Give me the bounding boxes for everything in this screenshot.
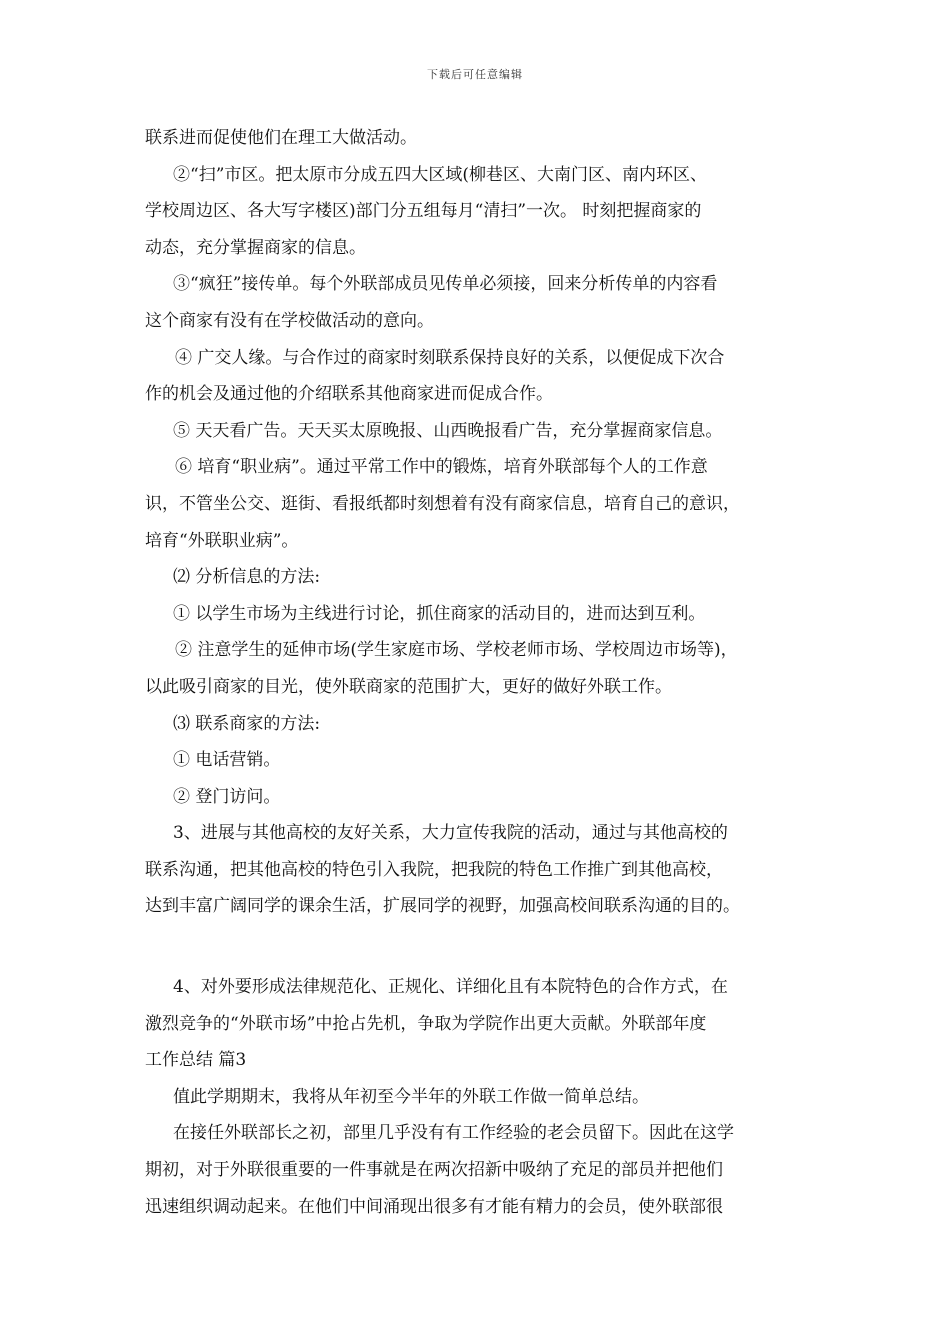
text-line: 4、对外要形成法律规范化、正规化、详细化且有本院特色的合作方式，在 [173, 977, 728, 998]
text-line: ① 以学生市场为主线进行讨论，抓住商家的活动目的，进而达到互利。 [173, 603, 706, 624]
page-header: 下载后可任意编辑 [427, 68, 523, 81]
text-line: 期初，对于外联很重要的一件事就是在两次招新中吸纳了充足的部员并把他们 [145, 1160, 723, 1181]
text-line: 识，不管坐公交、逛街、看报纸都时刻想着有没有商家信息，培育自己的意识， [145, 493, 740, 514]
document-body [145, 120, 825, 1225]
text-line: ⑤ 天天看广告。天天买太原晚报、山西晚报看广告，充分掌握商家信息。 [173, 420, 723, 441]
text-line: 作的机会及通过他的介绍联系其他商家进而促成合作。 [145, 384, 553, 405]
text-line: 工作总结 篇3 [145, 1050, 247, 1071]
text-line: ⑶ 联系商家的方法: [173, 713, 321, 734]
text-line: 值此学期期末，我将从年初至今半年的外联工作做一简单总结。 [173, 1086, 649, 1107]
text-line: ④ 广交人缘。与合作过的商家时刻联系保持良好的关系，以便促成下次合 [175, 347, 725, 368]
text-line: 在接任外联部长之初，部里几乎没有有工作经验的老会员留下。因此在这学 [173, 1123, 734, 1144]
text-line: 激烈竞争的“外联市场”中抢占先机，争取为学院作出更大贡献。外联部年度 [145, 1013, 707, 1034]
text-line: 这个商家有没有在学校做活动的意向。 [145, 310, 434, 331]
text-line: 以此吸引商家的目光，使外联商家的范围扩大，更好的做好外联工作。 [145, 676, 672, 697]
text-line: ⑵ 分析信息的方法: [173, 567, 321, 588]
text-line: 达到丰富广阔同学的课余生活，扩展同学的视野，加强高校间联系沟通的目的。 [145, 896, 740, 917]
text-line: 迅速组织调动起来。在他们中间涌现出很多有才能有精力的会员，使外联部很 [145, 1196, 723, 1217]
text-line: 联系进而促使他们在理工大做活动。 [145, 128, 417, 148]
text-line: ② 注意学生的延伸市场(学生家庭市场、学校老师市场、学校周边市场等)， [175, 640, 738, 661]
text-line: 动态，充分掌握商家的信息。 [145, 237, 366, 258]
paragraph-gap [145, 925, 825, 969]
text-line: ② 登门访问。 [173, 786, 281, 807]
text-line: ②“扫”市区。把太原市分成五四大区域(柳巷区、大南门区、南内环区、 [173, 164, 708, 185]
text-line: 联系沟通，把其他高校的特色引入我院，把我院的特色工作推广到其他高校， [145, 859, 723, 880]
text-line: 学校周边区、各大写字楼区)部门分五组每月“清扫”一次。 时刻把握商家的 [145, 201, 702, 222]
text-line: ③“疯狂”接传单。每个外联部成员见传单必须接，回来分析传单的内容看 [173, 274, 718, 295]
text-line: ⑥ 培育“职业病”。通过平常工作中的锻炼，培育外联部每个人的工作意 [175, 457, 708, 478]
text-line: 培育“外联职业病”。 [145, 530, 299, 551]
text-line: 3、进展与其他高校的友好关系，大力宣传我院的活动，通过与其他高校的 [173, 823, 728, 844]
text-line: ① 电话营销。 [173, 750, 281, 771]
